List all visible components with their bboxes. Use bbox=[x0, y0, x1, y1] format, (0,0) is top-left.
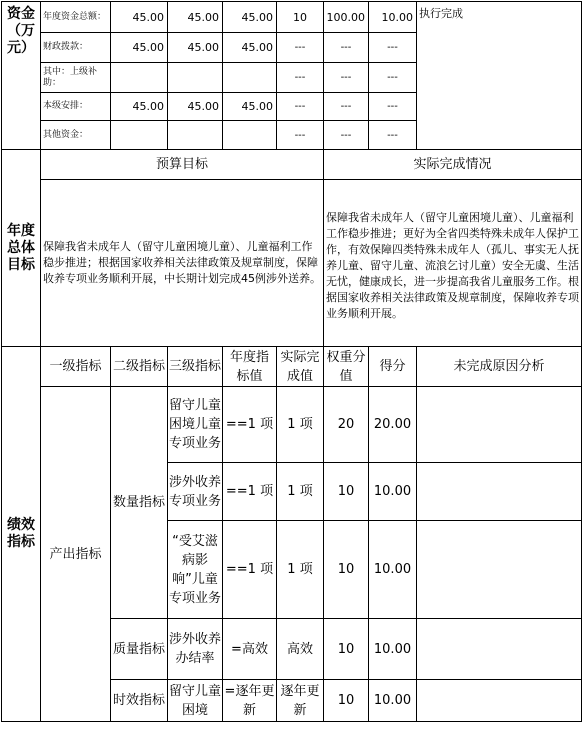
score-value: 10.00 bbox=[369, 680, 417, 722]
funds-cell: 45.00 bbox=[111, 2, 168, 33]
header-actual: 实际完成值 bbox=[277, 347, 324, 387]
score-value: 20.00 bbox=[369, 387, 417, 463]
funds-cell: --- bbox=[277, 93, 324, 121]
funds-cell: 45.00 bbox=[111, 33, 168, 63]
header-score: 得分 bbox=[369, 347, 417, 387]
budget-goal-header: 预算目标 bbox=[41, 150, 324, 180]
weight-value: 10 bbox=[324, 680, 369, 722]
funds-cell: 45.00 bbox=[223, 33, 277, 63]
weight-value: 10 bbox=[324, 619, 369, 680]
funds-section-label: 资金（万元） bbox=[2, 2, 41, 150]
funds-cell: --- bbox=[369, 93, 417, 121]
target-value: ==1 项 bbox=[223, 521, 277, 619]
header-level1: 一级指标 bbox=[41, 347, 111, 387]
level3-indicator: 留守儿童困境儿童专项业务 bbox=[168, 387, 223, 463]
level2-quality: 质量指标 bbox=[111, 619, 168, 680]
goals-header-row bbox=[2, 150, 582, 180]
funds-cell: --- bbox=[324, 121, 369, 150]
score-value: 10.00 bbox=[369, 463, 417, 521]
actual-completion-text: 保障我省未成年人（留守儿童困境儿童）、儿童福利工作稳步推进；更好为全省四类特殊未成年人保护工作，有效保障四类特殊未成年人（孤儿、事实无人抚养儿童、留守儿童、流浪乞讨儿童）安全无虞、生活无忧，健康成长，进一步提高我省儿童服务工作。根据国家收养相关法律政策及规章制度，保障收养专项业务顺利开展。 bbox=[324, 180, 582, 347]
level3-indicator: 涉外收养专项业务 bbox=[168, 463, 223, 521]
actual-completion-header: 实际完成情况 bbox=[324, 150, 582, 180]
funds-cell: --- bbox=[369, 63, 417, 93]
reason-value bbox=[417, 521, 582, 619]
funds-row-label: 其他资金： bbox=[41, 121, 111, 150]
score-value: 10.00 bbox=[369, 521, 417, 619]
funds-cell: 45.00 bbox=[168, 2, 223, 33]
funds-cell bbox=[168, 63, 223, 93]
reason-value bbox=[417, 680, 582, 722]
funds-cell: 45.00 bbox=[223, 2, 277, 33]
funds-cell: 45.00 bbox=[168, 33, 223, 63]
target-value: ==1 项 bbox=[223, 387, 277, 463]
level2-time: 时效指标 bbox=[111, 680, 168, 722]
funds-cell: --- bbox=[369, 33, 417, 63]
funds-cell: 45.00 bbox=[168, 93, 223, 121]
actual-value: 1 项 bbox=[277, 521, 324, 619]
funds-cell: --- bbox=[277, 33, 324, 63]
funds-row bbox=[2, 2, 582, 33]
reason-value bbox=[417, 387, 582, 463]
score-value: 10.00 bbox=[369, 619, 417, 680]
funds-cell: 10.00 bbox=[369, 2, 417, 33]
header-target: 年度指标值 bbox=[223, 347, 277, 387]
header-level2: 二级指标 bbox=[111, 347, 168, 387]
funds-cell: 100.00 bbox=[324, 2, 369, 33]
funds-cell: --- bbox=[324, 63, 369, 93]
funds-row-label: 其中：上级补助： bbox=[41, 63, 111, 93]
header-reason: 未完成原因分析 bbox=[417, 347, 582, 387]
actual-value: 逐年更新 bbox=[277, 680, 324, 722]
funds-cell bbox=[111, 121, 168, 150]
reason-value bbox=[417, 619, 582, 680]
performance-header-row bbox=[2, 347, 582, 387]
level1-indicator: 产出指标 bbox=[41, 387, 111, 722]
funds-cell: --- bbox=[277, 121, 324, 150]
weight-value: 20 bbox=[324, 387, 369, 463]
weight-value: 10 bbox=[324, 463, 369, 521]
funds-cell: 45.00 bbox=[111, 93, 168, 121]
funds-cell bbox=[223, 121, 277, 150]
funds-cell bbox=[223, 63, 277, 93]
funds-cell bbox=[168, 121, 223, 150]
funds-cell: --- bbox=[369, 121, 417, 150]
actual-value: 1 项 bbox=[277, 463, 324, 521]
indicator-row bbox=[2, 387, 582, 463]
target-value: =高效 bbox=[223, 619, 277, 680]
level3-indicator: 涉外收养办结率 bbox=[168, 619, 223, 680]
funds-row-label: 年度资金总额： bbox=[41, 2, 111, 33]
actual-value: 1 项 bbox=[277, 387, 324, 463]
goals-content-row bbox=[2, 180, 582, 347]
funds-cell: 10 bbox=[277, 2, 324, 33]
actual-value: 高效 bbox=[277, 619, 324, 680]
budget-goal-text: 保障我省未成年人（留守儿童困境儿童）、儿童福利工作稳步推进；根据国家收养相关法律政策及规章制度，保障收养专项业务顺利开展，中长期计划完成45例涉外送养。 bbox=[41, 180, 324, 347]
funds-row-label: 财政拨款： bbox=[41, 33, 111, 63]
target-value: =逐年更新 bbox=[223, 680, 277, 722]
funds-cell: --- bbox=[324, 33, 369, 63]
level2-quantity: 数量指标 bbox=[111, 387, 168, 619]
performance-report-table bbox=[1, 1, 582, 722]
header-weight: 权重分值 bbox=[324, 347, 369, 387]
header-level3: 三级指标 bbox=[168, 347, 223, 387]
funds-cell: --- bbox=[324, 93, 369, 121]
funds-note: 执行完成 bbox=[417, 2, 582, 150]
funds-row-label: 本级安排： bbox=[41, 93, 111, 121]
level3-indicator: “受艾滋病影响”儿童专项业务 bbox=[168, 521, 223, 619]
funds-cell: --- bbox=[277, 63, 324, 93]
performance-section-label: 绩效指标 bbox=[2, 347, 41, 722]
funds-cell bbox=[111, 63, 168, 93]
funds-cell: 45.00 bbox=[223, 93, 277, 121]
reason-value bbox=[417, 463, 582, 521]
level3-indicator: 留守儿童困境 bbox=[168, 680, 223, 722]
weight-value: 10 bbox=[324, 521, 369, 619]
goals-section-label: 年度总体目标 bbox=[2, 150, 41, 347]
target-value: ==1 项 bbox=[223, 463, 277, 521]
